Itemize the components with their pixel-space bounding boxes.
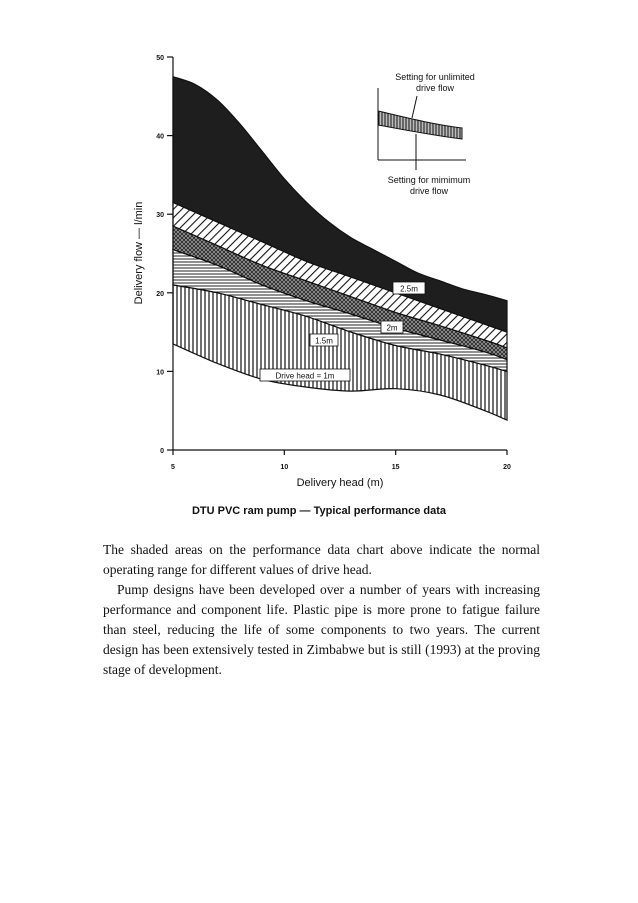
- label-2m: 2m: [386, 323, 398, 333]
- y-tick-label: 10: [156, 369, 164, 377]
- y-tick-label: 40: [156, 133, 164, 141]
- y-tick-label: 30: [156, 212, 164, 220]
- body-text: [103, 540, 540, 680]
- paragraph-2: Pump designs have been developed over a number of years with increasing performance and component life. Plastic pipe is more prone to fatigue failure than steel, reducing the life of some components to two years. The current design has been extensively tested in Zimbabwe but is still (1993) at the proving stage of development.: [103, 582, 540, 677]
- x-tick-label: 15: [391, 464, 400, 471]
- label-2-5m: 2.5m: [400, 284, 418, 294]
- paragraph-1: The shaded areas on the performance data chart above indicate the normal operating range for different values of drive head.: [103, 542, 540, 577]
- label-1-5m: 1.5m: [315, 336, 333, 346]
- x-tick-label: 5: [171, 464, 175, 471]
- x-axis-label: Delivery head (m): [296, 477, 384, 489]
- y-tick-label: 20: [156, 290, 164, 298]
- x-tick-label: 20: [503, 464, 511, 471]
- x-tick-label: 10: [280, 464, 289, 471]
- setting-inset: [362, 66, 506, 198]
- inset-top-label: drive flow: [415, 83, 455, 93]
- inset-bottom-label: drive flow: [409, 186, 449, 196]
- y-tick-label: 50: [156, 55, 164, 62]
- label-drive-head-1m: Drive head = 1m: [275, 371, 335, 381]
- y-tick-label: 0: [160, 448, 164, 455]
- y-axis-label: Delivery flow — l/min: [133, 201, 145, 305]
- figure-caption: DTU PVC ram pump — Typical performance data: [191, 505, 447, 517]
- inset-top-label: Setting for unlimited: [395, 72, 475, 82]
- inset-bottom-label: Setting for mimimum: [387, 175, 471, 185]
